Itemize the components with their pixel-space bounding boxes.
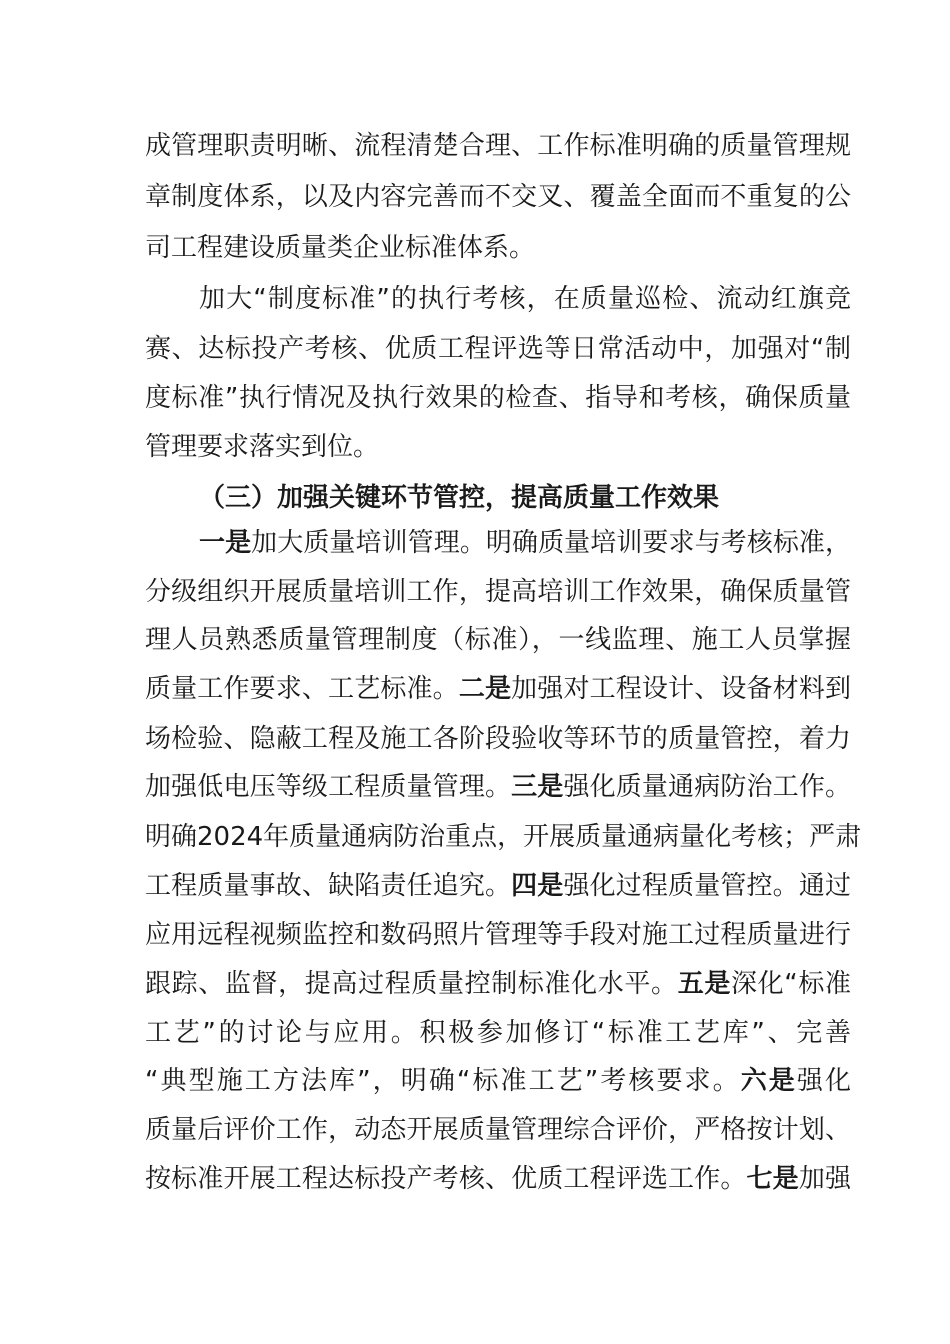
paragraph-line [145,1159,851,1199]
item-marker: 四是 [511,871,564,901]
item-marker: 七是 [746,1164,799,1194]
paragraph-line: 质量后评价工作，动态开展质量管理综合评价，严格按计划、 [145,1115,851,1145]
paragraph-line: 章制度体系，以及内容完善而不交叉、覆盖全面而不重复的公 [145,182,851,212]
paragraph-line [145,866,851,906]
paragraph-line: 成管理职责明晰、流程清楚合理、工作标准明确的质量管理规 [145,131,851,161]
line-text: 工程质量事故、缺陷责任追究。 [145,871,512,901]
paragraph-line: 场检验、隐蔽工程及施工各阶段验收等环节的质量管控，着力 [145,724,851,754]
paragraph-line [145,964,851,1004]
line-text: 加强对工程设计、设备材料到 [511,674,851,704]
line-text: “典型施工方法库”，明确“标准工艺”考核要求。 [145,1066,741,1096]
line-text: 加强低电压等级工程质量管理。 [145,772,512,802]
paragraph-line [145,1061,851,1101]
paragraph-line: 理人员熟悉质量管理制度（标准），一线监理、施工人员掌握 [145,625,851,655]
paragraph-line: 赛、达标投产考核、优质工程评选等日常活动中，加强对“制 [145,334,851,364]
line-text: 质量工作要求、工艺标准。 [145,674,459,704]
line-text: 按标准开展工程达标投产考核、优质工程评选工作。 [145,1164,747,1194]
paragraph-line: 应用远程视频监控和数码照片管理等手段对施工过程质量进行 [145,920,851,950]
paragraph-line: 司工程建设质量类企业标准体系。 [145,233,536,263]
line-text: 加大质量培训管理。明确质量培训要求与考核标准， [251,528,851,558]
paragraph-line [145,669,851,709]
paragraph-line: 度标准”执行情况及执行效果的检查、指导和考核，确保质量 [145,383,851,413]
item-marker: 二是 [458,674,512,704]
line-text: 深化“标准 [730,969,851,999]
line-text: 加强 [798,1164,851,1194]
item-marker: 三是 [511,772,564,802]
item-marker: 一是 [199,528,252,558]
paragraph-line: 管理要求落实到位。 [145,432,380,462]
paragraph-line [199,523,851,563]
item-marker: 六是 [740,1066,797,1096]
line-text: 强化 [796,1066,851,1096]
line-text: 强化过程质量管控。通过 [563,871,851,901]
paragraph-line: 分级组织开展质量培训工作，提高培训工作效果，确保质量管 [145,577,851,607]
paragraph-line: 加大“制度标准”的执行考核，在质量巡检、流动红旗竞 [199,284,851,314]
paragraph-line: 明确2024年质量通病防治重点，开展质量通病量化考核；严肃 [145,822,862,852]
paragraph-line: 工艺”的讨论与应用。积极参加修订“标准工艺库”、完善 [145,1018,851,1048]
line-text: 强化质量通病防治工作。 [563,772,851,802]
paragraph-line [145,767,851,807]
item-marker: 五是 [677,969,731,999]
line-text: 跟踪、监督，提高过程质量控制标准化水平。 [145,969,678,999]
section-heading: （三）加强关键环节管控，提高质量工作效果 [199,483,720,513]
